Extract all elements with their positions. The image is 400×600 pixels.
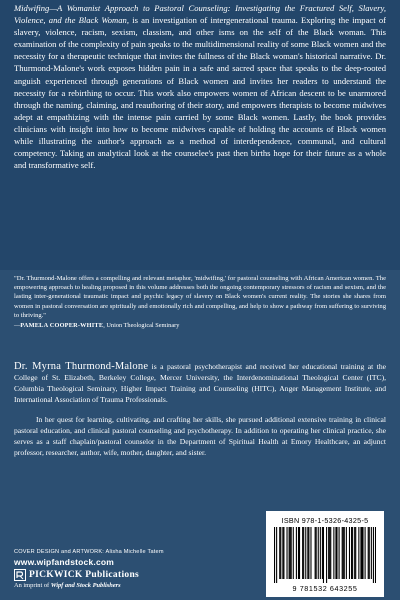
imprint-name: Wipf and Stock Publishers bbox=[50, 582, 121, 589]
barcode-bar bbox=[373, 527, 374, 583]
pickwick-logo-icon bbox=[14, 569, 26, 581]
barcode-bar bbox=[360, 527, 361, 579]
barcode-bar bbox=[279, 527, 280, 579]
barcode-bar bbox=[343, 527, 344, 579]
barcode-bar bbox=[365, 527, 366, 579]
barcode-bar bbox=[375, 527, 376, 583]
barcode-bar bbox=[298, 527, 299, 579]
website-link[interactable]: www.wipfandstock.com bbox=[14, 557, 115, 567]
endorsement-quote: "Dr. Thurmond-Malone offers a compelling and relevant metaphor, 'midwifing,' for pastoral counseling with African American women. The empowering approach to healing proposed in this volume addresses both the ongoing contemporary stressors of racism and sexism, and the lasting inter-generational traumatic impact and psychic legacy of slavery on Black women's current reality. The stories she shares from women in pastoral conversation are spiritually and emotionally rich and compelling, and help to show a pathway from suffering to surviving to thriving." bbox=[14, 275, 386, 319]
book-description bbox=[14, 2, 386, 171]
bio-paragraph-1-text: is a pastoral psychotherapist and received her educational training at the College of St. Elizabeth, Berkeley College, Mercer University, the Interdenominational Theological Center (ITC), Columbia Theological Seminary, Higher Impact Training and Counseling (HITC), Anger Management Institute, and International Association of Trauma Professionals. bbox=[14, 362, 386, 404]
barcode-bar bbox=[328, 527, 329, 579]
barcode-bar bbox=[342, 527, 343, 579]
barcode-bar bbox=[336, 527, 337, 579]
bio-paragraph-1 bbox=[14, 361, 386, 405]
attribution-dash: — bbox=[14, 322, 21, 330]
barcode-bar bbox=[308, 527, 309, 579]
barcode-bar bbox=[326, 527, 327, 583]
barcode-bar bbox=[351, 527, 352, 579]
barcode-bar bbox=[293, 527, 294, 579]
cover-credit: COVER DESIGN and ARTWORK: Alisha Michelle Tatem bbox=[14, 549, 164, 555]
barcode-bars bbox=[274, 527, 376, 583]
barcode-bar bbox=[355, 527, 356, 579]
isbn-number: ISBN 978-1-5326-4325-5 bbox=[281, 516, 369, 525]
barcode-bar bbox=[368, 527, 369, 579]
barcode-bar bbox=[320, 527, 321, 579]
imprint-line bbox=[14, 582, 264, 589]
barcode-bar bbox=[369, 527, 370, 579]
barcode-bar bbox=[335, 527, 336, 579]
barcode-bar bbox=[349, 527, 350, 579]
barcode-bar bbox=[290, 527, 291, 579]
description-text: , is an investigation of intergenerational trauma. Exploring the impact of slavery, violence, racism, sexism, classism, and other isms on the self of the Black woman. This examination of the complexity of pain speaks to the multidimensional reality of some Black women and the necessity for a therapeutic technique that invites the fullness of the Black woman's historical narrative. Dr. Thurmond-Malone's work exposes hidden pain in a safe and sacred space that speaks to the deep-rooted anguish experienced through generations of Black women and invites her readers to understand the necessity for a rebirthing to occur. This work also empowers women of African descent to be unarmored through the naming, claiming, and reauthoring of their story, and empowers therapists to become midwives adept at empathizing with the intense pain carried by some Black women. Lastly, the book provides clinicians with insight into how to become midwives capable of holding the accounts of Black women while illustrating the author's approach as a method of interdependence, communal, and cultural competency. Taking an analytical look at the counselee's past then births hope for their future as a whole and transformative self. bbox=[14, 15, 386, 171]
book-title: Midwifing—A Womanist Approach to Pastoral Counseling: Investigating the Fractured Self, Slavery, Violence, and the Black Woman bbox=[14, 3, 386, 26]
barcode-bar bbox=[276, 527, 277, 583]
barcode-bar bbox=[315, 527, 316, 579]
barcode-bar bbox=[322, 527, 323, 579]
barcode-bar bbox=[303, 527, 304, 579]
barcode-digits: 9 781532 643255 bbox=[292, 584, 358, 593]
barcode-bar bbox=[302, 527, 303, 579]
barcode-bar bbox=[344, 527, 345, 579]
barcode-bar bbox=[323, 527, 324, 583]
barcode-bar bbox=[307, 527, 308, 579]
barcode-bar bbox=[354, 527, 355, 579]
barcode-bar bbox=[274, 527, 275, 583]
barcode-bar bbox=[318, 527, 319, 579]
barcode-bar bbox=[310, 527, 311, 579]
publisher-footer bbox=[14, 549, 264, 589]
barcode-bar bbox=[291, 527, 292, 579]
barcode-bar bbox=[346, 527, 347, 579]
barcode-bar bbox=[352, 527, 353, 579]
barcode-bar bbox=[361, 527, 362, 579]
barcode-bar bbox=[329, 527, 330, 579]
bio-paragraph-2: In her quest for learning, cultivating, and crafting her skills, she pursued additional extensive training in clinical pastoral education, and clinical pastoral counseling and psychotherapy. In addition to operating her clinical practice, she serves as a staff chaplain/pastoral counselor in the Department of Spiritual Health at Emory Healthcare, an adjunct professor, researcher, author, wife, mother, daughter, and sister. bbox=[14, 415, 386, 457]
barcode-bar bbox=[286, 527, 287, 579]
isbn-barcode bbox=[266, 511, 384, 597]
endorsement-attribution bbox=[14, 321, 386, 330]
barcode-bar bbox=[283, 527, 284, 579]
barcode-bar bbox=[339, 527, 340, 579]
author-bio bbox=[14, 361, 386, 458]
barcode-bar bbox=[362, 527, 363, 579]
publisher-row bbox=[14, 569, 264, 581]
author-name: Dr. Myrna Thurmond-Malone bbox=[14, 361, 149, 372]
barcode-bar bbox=[371, 527, 372, 579]
barcode-bar bbox=[305, 527, 306, 579]
barcode-bar bbox=[282, 527, 283, 579]
publisher-name: PICKWICK Publications bbox=[29, 570, 140, 580]
barcode-bar bbox=[296, 527, 297, 579]
barcode-bar bbox=[289, 527, 290, 579]
barcode-bar bbox=[333, 527, 334, 579]
attribution-affiliation: , Union Theological Seminary bbox=[103, 322, 180, 330]
barcode-bar bbox=[358, 527, 359, 579]
endorsement bbox=[14, 274, 386, 330]
barcode-bar bbox=[330, 527, 331, 579]
barcode-bar bbox=[280, 527, 281, 579]
barcode-bar bbox=[299, 527, 300, 579]
barcode-bar bbox=[316, 527, 317, 579]
attribution-name: PAMELA COOPER-WHITE bbox=[20, 322, 104, 330]
imprint-prefix: An imprint of bbox=[14, 582, 51, 589]
